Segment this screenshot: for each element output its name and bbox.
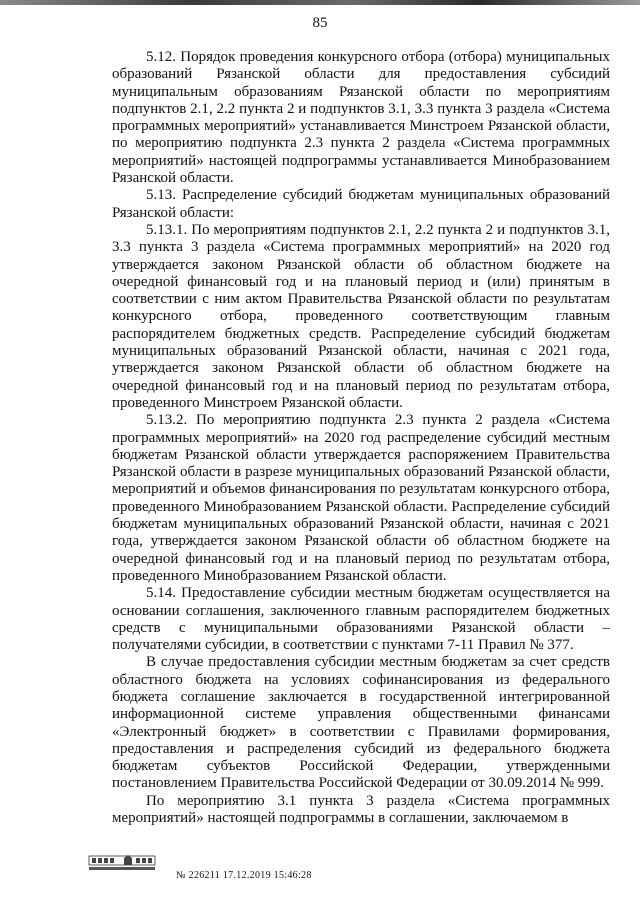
paragraph: 5.13.2. По мероприятию подпункта 2.3 пункта 2 раздела «Система программных мероприятий» на 2020 год распределение субсидий местным бюджетам Рязанской области утверждается распоряжением Правительства Рязанской области в разрезе муниципальных образований Рязанской области, мероприятий и объемов финансирования по результатам конкурсного отбора, проведенного Минобразованием Рязанской области. Распределение субсидий бюджетам муниципальных образований Рязанской области, начиная с 2021 года, утверждается законом Рязанской области об областном бюджете на очередной финансовый год и на плановый период по результатам отбора, проведенного Минобразованием Рязанской области. [112,412,610,584]
paragraph: 5.13. Распределение субсидий бюджетам муниципальных образований Рязанской области: [112,187,610,221]
paragraph: 5.14. Предоставление субсидии местным бюджетам осуществляется на основании соглашения, заключенного главным распорядителем бюджетных средств с муниципальными образованиями Рязанской области – получателями субсидии, в соответствии с пунктами 7-11 Правил № 377. [112,585,610,654]
document-body [112,49,610,827]
paragraph: По мероприятию 3.1 пункта 3 раздела «Система программных мероприятий» настоящей подпрограммы в соглашении, заключаемом в [112,792,610,827]
paragraph: 5.13.1. По мероприятиям подпунктов 2.1, 2.2 пункта 2 и подпунктов 3.1, 3.3 пункта 3 раздела «Система программных мероприятий» на 2020 год утверждается законом Рязанской области об областном бюджете на очередной финансовый год и на плановый период и (или) принятым в соответствии с ним актом Правительства Рязанской области по результатам конкурсного отбора, проведенного соответствующим главным распорядителем бюджетных средств. Распределение субсидий бюджетам муниципальных образований Рязанской области, начиная с 2021 года, утверждается законом Рязанской области об областном бюджете на очередной финансовый год и на плановый период по результатам отбора, проведенного Минстроем Рязанской области. [112,221,610,411]
page-number: 85 [312,15,328,31]
paragraph: 5.12. Порядок проведения конкурсного отбора (отбора) муниципальных образований Рязанской области для предоставления субсидий муниципальным образованиям Рязанской области по мероприятиям подпунктов 2.1, 2.2 пункта 2 и подпунктов 3.1, 3.3 пункта 3 раздела «Система программных мероприятий» устанавливается Минстроем Рязанской области, по мероприятию подпункта 2.3 пункта 2 раздела «Система программных мероприятий» настоящей подпрограммы устанавливается Минобразованием Рязанской области. [112,49,610,187]
document-id: № 226211 17.12.2019 15:46:28 [176,870,312,881]
government-logo-icon [88,853,156,871]
scan-edge [0,0,640,5]
paragraph: В случае предоставления субсидии местным бюджетам за счет средств областного бюджета на условиях софинансирования из федерального бюджета соглашение заключается в государственной интегрированной информационной системе управления общественными финансами «Электронный бюджет» в соответствии с Правилами формирования, предоставления и распределения субсидий из федерального бюджета бюджетам субъектов Российской Федерации, утвержденными постановлением Правительства Российской Федерации от 30.09.2014 № 999. [112,654,610,792]
